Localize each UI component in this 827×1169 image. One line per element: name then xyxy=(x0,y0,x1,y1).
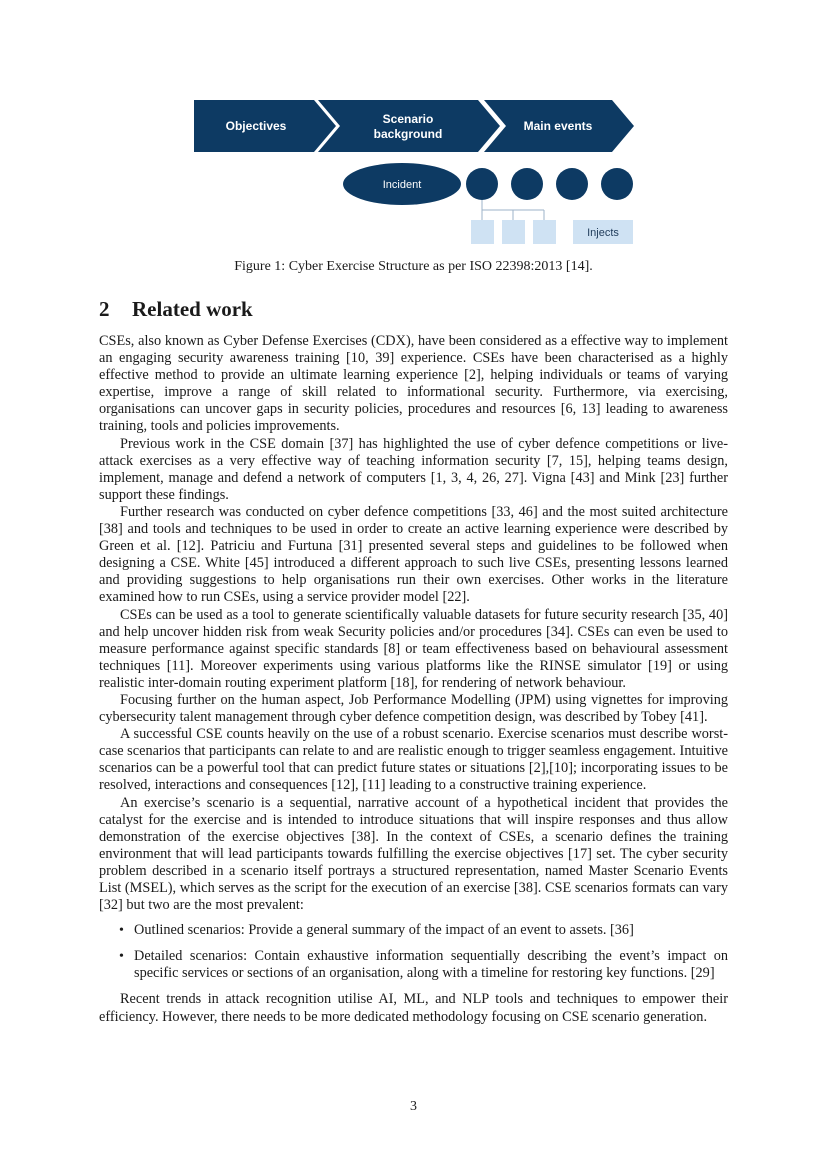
main-events-label: Main events xyxy=(523,119,593,133)
event-circle-1 xyxy=(466,168,498,200)
page-number: 3 xyxy=(410,1099,417,1114)
paragraph: An exercise’s scenario is a sequential, narrative account of a hypothetical incident that provides the catalyst for the exercise and is intended to introduce situations that will inspire responses and thus allow demonstration of the exercise objectives [38]. In the context of CSEs, a scenario defines the training environment that will lead participants towards fulfilling the exercise objectives [17] set. The cyber security problem described in a scenario itself portrays a structured representation, named Master Scenario Events List (MSEL), which serves as the script for the execution of an exercise [38]. CSE scenarios formats can vary [32] but two are the most prevalent: xyxy=(99,794,728,914)
figure-1 xyxy=(0,0,827,290)
bullet-icon: • xyxy=(119,949,124,965)
scenario-label-line1: Scenario xyxy=(382,112,434,126)
cyber-exercise-structure-diagram xyxy=(0,0,827,260)
bullet-icon: • xyxy=(119,923,124,939)
inject-box-2 xyxy=(502,220,525,244)
inject-box-1 xyxy=(471,220,494,244)
objectives-label: Objectives xyxy=(225,119,287,133)
scenario-background-chevron xyxy=(318,100,500,152)
injects-label: Injects xyxy=(587,227,619,239)
scenario-label-line2: background xyxy=(373,127,443,141)
event-circle-2 xyxy=(511,168,543,200)
paragraph: A successful CSE counts heavily on the use of a robust scenario. Exercise scenarios must describe worst-case scenarios that participants can relate to and are realistic enough to trigger seamless engagement. Intuitive scenarios can be a powerful tool that can predict future states or situations [2],[10]; incorporating issues to be resolved, interactions and consequences [12], [11] leading to a constructive training experience. xyxy=(99,726,728,794)
section-body xyxy=(99,333,728,1026)
paragraph: Previous work in the CSE domain [37] has highlighted the use of cyber defence competitions or live-attack exercises as a very effective way of teaching information security [7, 15], helping teams design, implement, manage and defend a network of computers [1, 3, 4, 26, 27]. Vigna [43] and Mink [23] further support these findings. xyxy=(99,435,728,503)
paragraph: CSEs can be used as a tool to generate scientifically valuable datasets for future security research [35, 40] and help uncover hidden risk from weak Security policies and/or procedures [34]. CSEs can even be used to measure performance against specific standards [8] or team effectiveness based on behavioural assessment techniques [11]. Moreover experiments using various platforms like the RINSE simulator [19] or using realistic inter-domain routing experiment platform [18], for rendering of network behaviour. xyxy=(99,606,728,691)
figure-caption: Figure 1: Cyber Exercise Structure as per ISO 22398:2013 [14]. xyxy=(234,259,593,274)
paragraph: Further research was conducted on cyber defence competitions [33, 46] and the most suited architecture [38] and tools and techniques to be used in order to create an active learning experience were described by Green et al. [12]. Patriciu and Furtuna [31] presented several steps and guidelines to be followed when designing a CSE. White [45] introduced a different approach to such live CSEs, presenting lessons learned and providing suggestions to help organisations run their own exercises. Other works in the literature examined how to run CSEs, using a service provider model [22]. xyxy=(99,503,728,606)
list-item-text: Outlined scenarios: Provide a general summary of the impact of an event to assets. [36] xyxy=(134,922,634,939)
event-circle-3 xyxy=(556,168,588,200)
inject-box-3 xyxy=(533,220,556,244)
event-circle-4 xyxy=(601,168,633,200)
inject-connectors xyxy=(482,200,544,220)
list-item xyxy=(99,948,728,982)
paragraph: Focusing further on the human aspect, Job Performance Modelling (JPM) using vignettes for improving cybersecurity talent management through cyber defence competition design, was described by Tobey [41]. xyxy=(99,691,728,726)
section-number: 2 xyxy=(99,297,110,321)
incident-label: Incident xyxy=(382,179,422,191)
paragraph: CSEs, also known as Cyber Defense Exercises (CDX), have been considered as a effective way to implement an engaging security awareness training [10, 39] experience. CSEs have been characterised as a highly effective method to provide an ultimate learning experience [2], helping individuals or teams of varying expertise, improve a range of skill related to informational security. Furthermore, via exercising, organisations can uncover gaps in security policies, procedures and resources [6, 13] leading to awareness training, tools and policies improvements. xyxy=(99,333,728,435)
section-title: Related work xyxy=(132,297,253,321)
section-heading xyxy=(99,297,253,322)
list-item-text: Detailed scenarios: Contain exhaustive information sequentially describing the event’s impact on specific services or sections of an organisation, along with a timeline for restoring key functions. [29] xyxy=(134,948,728,982)
paragraph: Recent trends in attack recognition utilise AI, ML, and NLP tools and techniques to empower their efficiency. However, there needs to be more dedicated methodology focusing on CSE scenario generation. xyxy=(99,991,728,1025)
scenario-format-list xyxy=(99,922,728,982)
list-item xyxy=(99,922,728,939)
